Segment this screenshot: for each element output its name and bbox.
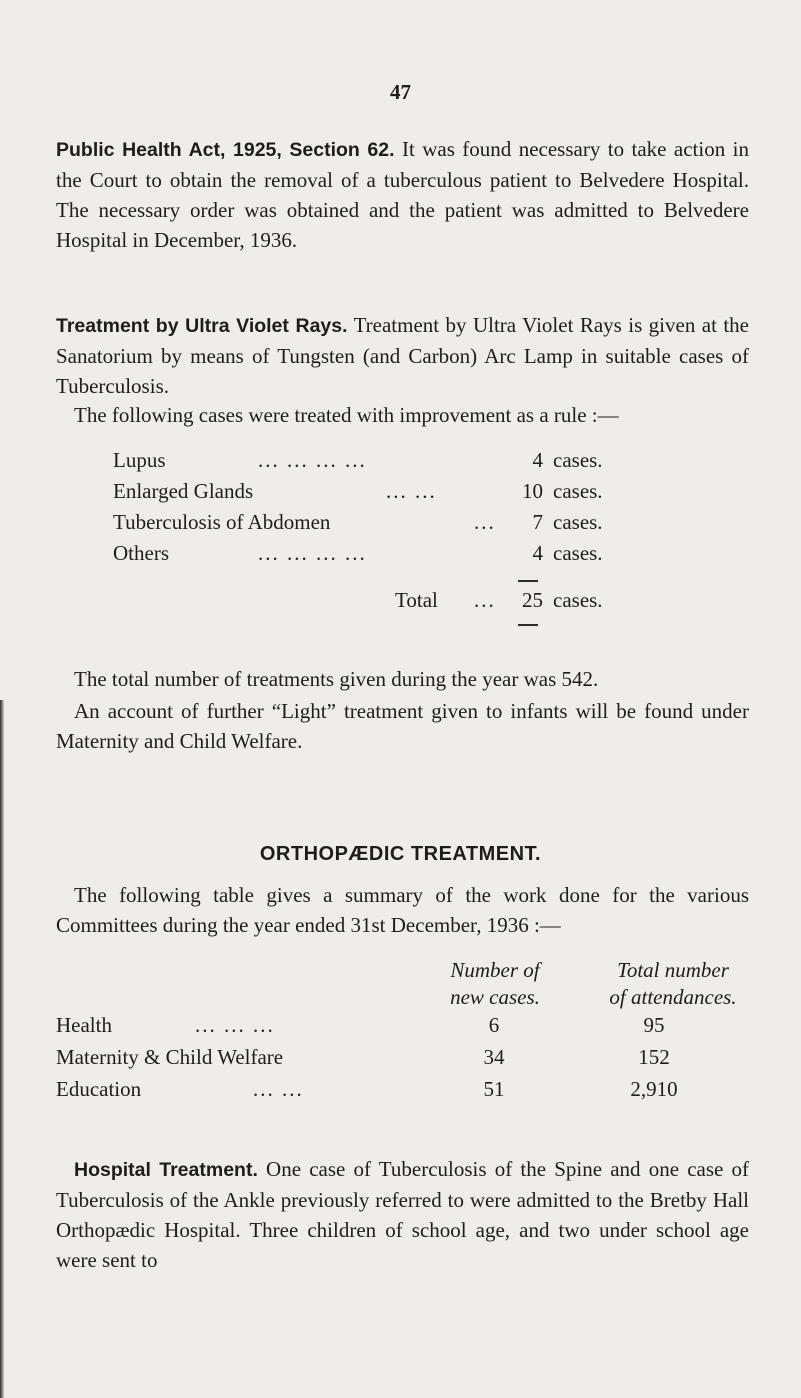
case-total-row xyxy=(0,585,801,615)
case-count: 10 xyxy=(522,479,543,503)
table-row-label: Maternity & Child Welfare xyxy=(56,1045,284,1069)
col-head-new-cases-line2: new cases. xyxy=(450,985,540,1009)
table-row-attendances: 95 xyxy=(643,1013,665,1037)
table-row-dots: ... ... ... xyxy=(195,1013,275,1037)
case-unit: cases. xyxy=(553,541,603,565)
case-unit: cases. xyxy=(553,448,603,472)
table-row-new-cases: 6 xyxy=(488,1013,500,1037)
table-row-new-cases: 34 xyxy=(483,1045,505,1069)
case-row xyxy=(0,507,801,537)
public-health-act-heading: Public Health Act, 1925, Section 62. xyxy=(56,139,395,161)
case-unit: cases. xyxy=(553,479,603,503)
table-row-label: Health xyxy=(56,1013,112,1037)
table-row xyxy=(0,1042,801,1072)
case-total-dots: ... xyxy=(474,588,496,612)
ultra-violet-text: Treatment by Ultra Violet Rays is given at the Sanatorium by means of Tungsten (and Carbon) Arc Lamp in suitable cases of Tuberculosis. xyxy=(56,313,749,398)
col-head-new-cases-line1: Number of xyxy=(450,958,540,982)
col-head-new-cases xyxy=(420,957,570,1011)
case-total-unit: cases. xyxy=(553,588,603,612)
case-label: Enlarged Glands xyxy=(113,479,254,503)
table-row-dots: ... ... xyxy=(253,1077,304,1101)
ultra-violet-paragraph xyxy=(56,310,749,401)
ultra-violet-heading: Treatment by Ultra Violet Rays. xyxy=(56,315,348,337)
case-dots: ... xyxy=(474,510,496,534)
hospital-treatment-text: One case of Tuberculosis of the Spine and one case of Tuberculosis of the Ankle previously referred to were admitted to the Bretby Hall Orthopædic Hospital. Three children of school age, and two under school age were sent to xyxy=(56,1157,749,1272)
table-row-new-cases: 51 xyxy=(483,1077,505,1101)
table-row xyxy=(0,1074,801,1104)
page-number: 47 xyxy=(390,80,411,104)
case-dots: ... ... xyxy=(386,479,437,503)
hospital-treatment-heading: Hospital Treatment. xyxy=(74,1159,258,1181)
case-count: 7 xyxy=(532,510,543,534)
hospital-treatment-paragraph xyxy=(56,1154,749,1275)
case-unit: cases. xyxy=(553,510,603,534)
table-row-label: Education xyxy=(56,1077,142,1101)
total-treatments-text: The total number of treatments given during the year was 542. xyxy=(74,667,599,691)
cases-intro: The following cases were treated with improvement as a rule :— xyxy=(74,403,619,427)
case-row xyxy=(0,445,801,475)
orthopaedic-title: ORTHOPÆDIC TREATMENT. xyxy=(259,843,542,865)
case-row xyxy=(0,538,801,568)
case-label: Lupus xyxy=(113,448,166,472)
col-head-attendances-line2: of attendances. xyxy=(609,985,737,1009)
light-treatment-text: An account of further “Light” treatment given to infants will be found under Maternity and Child Welfare. xyxy=(56,699,749,753)
table-row-attendances: 152 xyxy=(638,1045,670,1069)
table-row-attendances: 2,910 xyxy=(630,1077,678,1101)
total-rule-bottom xyxy=(518,624,538,626)
case-dots: ... ... ... ... xyxy=(258,448,367,472)
case-count: 4 xyxy=(532,448,543,472)
case-label: Others xyxy=(113,541,169,565)
table-row xyxy=(0,1010,801,1040)
case-row xyxy=(0,476,801,506)
public-health-act-text: It was found necessary to take action in the Court to obtain the removal of a tuberculous patient to Belvedere Hospital. The necessary order was obtained and the patient was admitted to Belvedere Hospital in December, 1936. xyxy=(56,137,749,252)
case-label: Tuberculosis of Abdomen xyxy=(113,510,331,534)
col-head-attendances-line1: Total number xyxy=(617,958,729,982)
case-total-label: Total xyxy=(395,588,438,612)
orthopaedic-intro: The following table gives a summary of the work done for the various Committees during the year ended 31st December, 1936 :— xyxy=(56,883,749,937)
total-rule-top xyxy=(518,580,538,582)
case-dots: ... ... ... ... xyxy=(258,541,367,565)
public-health-act-paragraph xyxy=(56,134,749,255)
case-total-count: 25 xyxy=(522,588,543,612)
case-count: 4 xyxy=(532,541,543,565)
col-head-attendances xyxy=(578,957,768,1011)
